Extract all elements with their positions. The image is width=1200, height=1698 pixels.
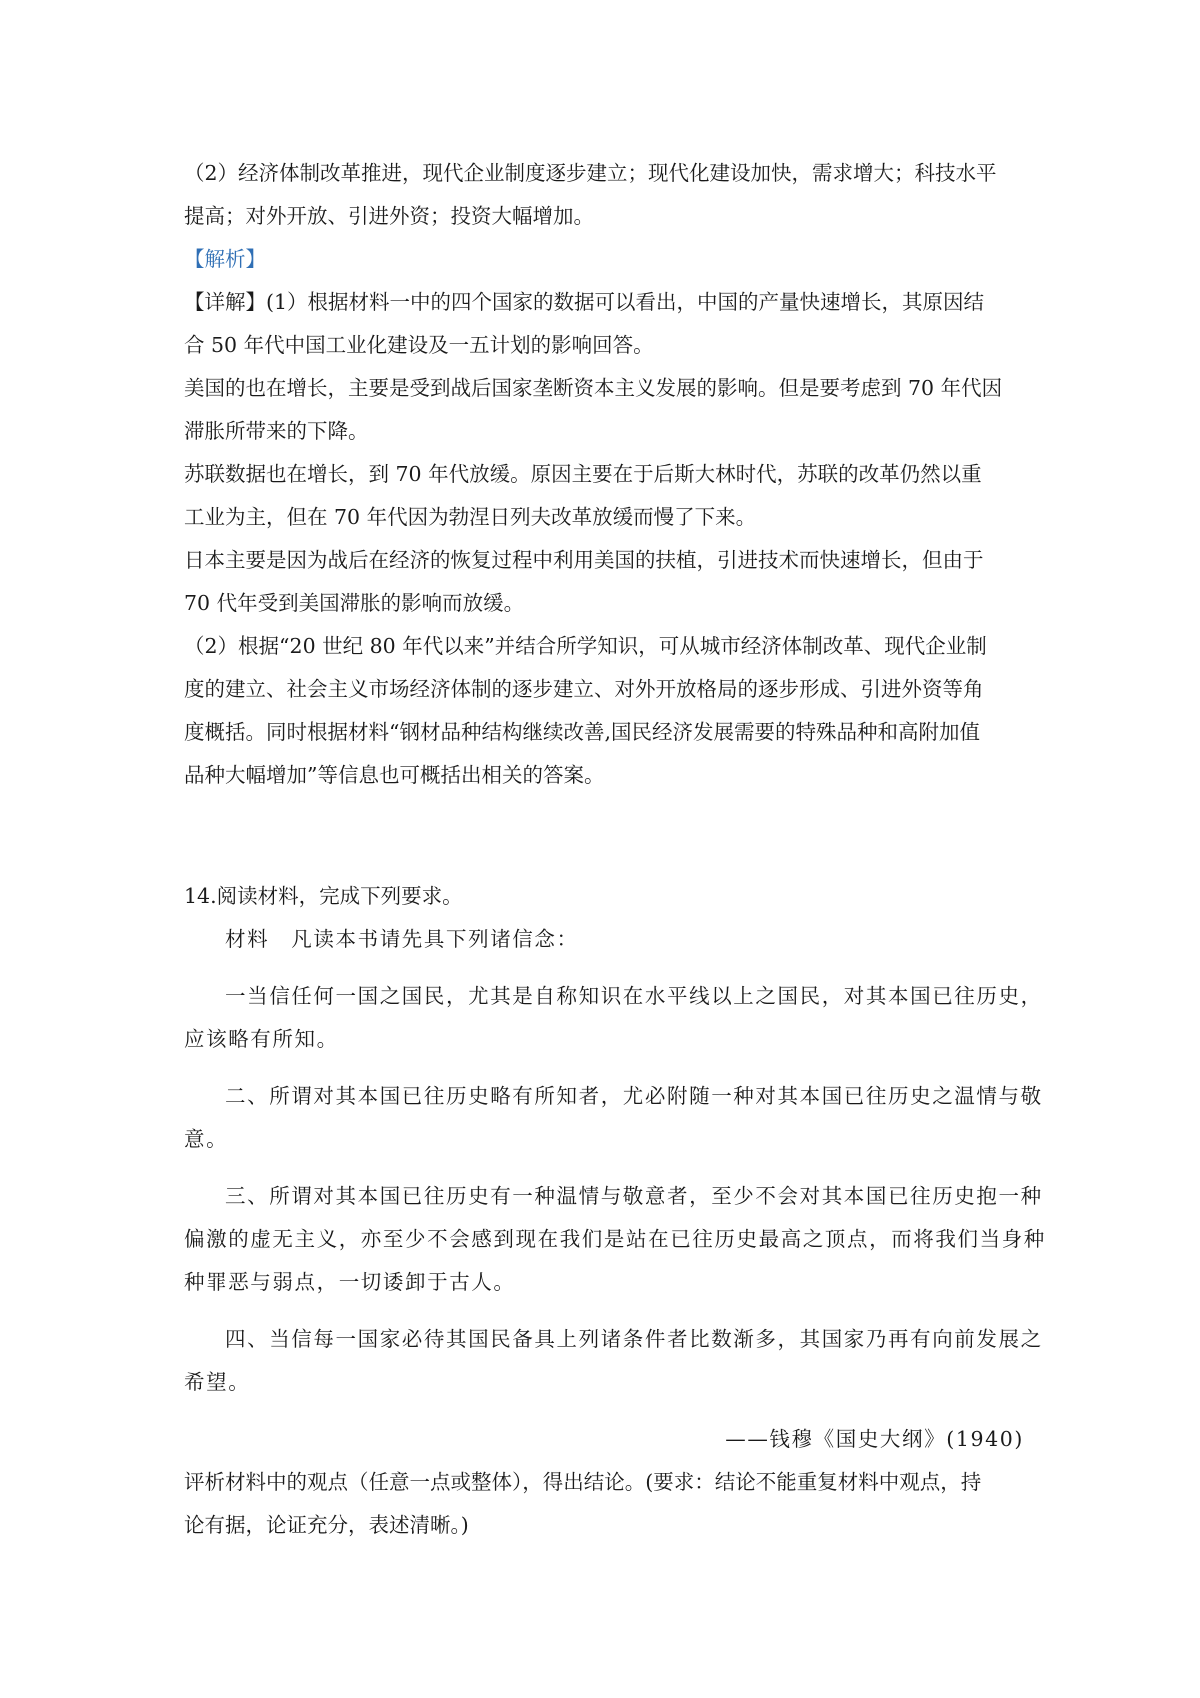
detail-line: 工业为主，但在 70 年代因为勃涅日列夫改革放缓而慢了下来。 xyxy=(184,505,757,529)
detail-line: 度的建立、社会主义市场经济体制的逐步建立、对外开放格局的逐步形成、引进外资等角 xyxy=(184,677,984,701)
detail-line: （2）根据“20 世纪 80 年代以来”并结合所学知识，可从城市经济体制改革、现代企业制 xyxy=(184,634,987,658)
material-point-2 xyxy=(184,1075,1043,1161)
answer-2-line: （2）经济体制改革推进，现代企业制度逐步建立；现代化建设加快，需求增大；科技水平 xyxy=(184,161,997,185)
answer-2-line: 提高；对外开放、引进外资；投资大幅增加。 xyxy=(184,204,594,228)
answer-2 xyxy=(184,152,1024,238)
section-gap xyxy=(184,797,1024,875)
detail-line: 度概括。同时根据材料“钢材品种结构继续改善,国民经济发展需要的特殊品种和高附加值 xyxy=(184,720,980,744)
detail-line: 【详解】(1）根据材料一中的四个国家的数据可以看出，中国的产量快速增长，其原因结 xyxy=(184,290,985,314)
material-line: 三、所谓对其本国已往历史有一种温情与敬意者，至少不会对其本国已往历史抱一种 xyxy=(225,1184,1043,1208)
material-source: ——钱穆《国史大纲》(1940) xyxy=(725,1427,1024,1451)
question-14-title: 14.阅读材料，完成下列要求。 xyxy=(184,884,463,908)
material-line: 一当信任何一国之国民，尤其是自称知识在水平线以上之国民，对其本国已往历史， xyxy=(225,984,1043,1008)
requirement-line: 评析材料中的观点（任意一点或整体），得出结论。(要求：结论不能重复材料中观点，持 xyxy=(184,1470,982,1494)
analysis-label: 【解析】 xyxy=(184,247,266,271)
detail-line: 品种大幅增加”等信息也可概括出相关的答案。 xyxy=(184,763,605,787)
material-point-3 xyxy=(184,1175,1046,1304)
material-intro: 材料 凡读本书请先具下列诸信念： xyxy=(225,927,579,951)
detail-line: 美国的也在增长，主要是受到战后国家垄断资本主义发展的影响。但是要考虑到 70 年代因 xyxy=(184,376,1003,400)
material-line: 种罪恶与弱点，一切诿卸于古人。 xyxy=(184,1270,516,1294)
requirement-line: 论有据，论证充分，表述清晰。) xyxy=(184,1513,469,1537)
detail-paragraph-usa xyxy=(184,367,1024,453)
detail-paragraph-1 xyxy=(184,281,1024,367)
question-14-requirement xyxy=(184,1461,1024,1547)
detail-paragraph-ussr xyxy=(184,453,1024,539)
detail-line: 苏联数据也在增长，到 70 年代放缓。原因主要在于后斯大林时代，苏联的改革仍然以重 xyxy=(184,462,982,486)
material-line: 二、所谓对其本国已往历史略有所知者，尤必附随一种对其本国已往历史之温情与敬 xyxy=(225,1084,1043,1108)
detail-line: 70 代年受到美国滞胀的影响而放缓。 xyxy=(184,591,525,615)
material-line: 意。 xyxy=(184,1127,229,1151)
detail-paragraph-japan xyxy=(184,539,1024,625)
material-block xyxy=(184,918,1046,1461)
detail-line: 滞胀所带来的下降。 xyxy=(184,419,369,443)
detail-line: 合 50 年代中国工业化建设及一五计划的影响回答。 xyxy=(184,333,654,357)
material-line: 希望。 xyxy=(184,1370,251,1394)
material-line: 偏激的虚无主义，亦至少不会感到现在我们是站在已往历史最高之顶点，而将我们当身种 xyxy=(184,1227,1046,1251)
detail-paragraph-2 xyxy=(184,625,1024,797)
material-point-4 xyxy=(184,1318,1043,1404)
material-line: 四、当信每一国家必待其国民备具上列诸条件者比数渐多，其国家乃再有向前发展之 xyxy=(225,1327,1043,1351)
material-point-1 xyxy=(184,975,1043,1061)
detail-line: 日本主要是因为战后在经济的恢复过程中利用美国的扶植，引进技术而快速增长，但由于 xyxy=(184,548,984,572)
document-page xyxy=(184,152,1046,1547)
material-line: 应该略有所知。 xyxy=(184,1027,339,1051)
